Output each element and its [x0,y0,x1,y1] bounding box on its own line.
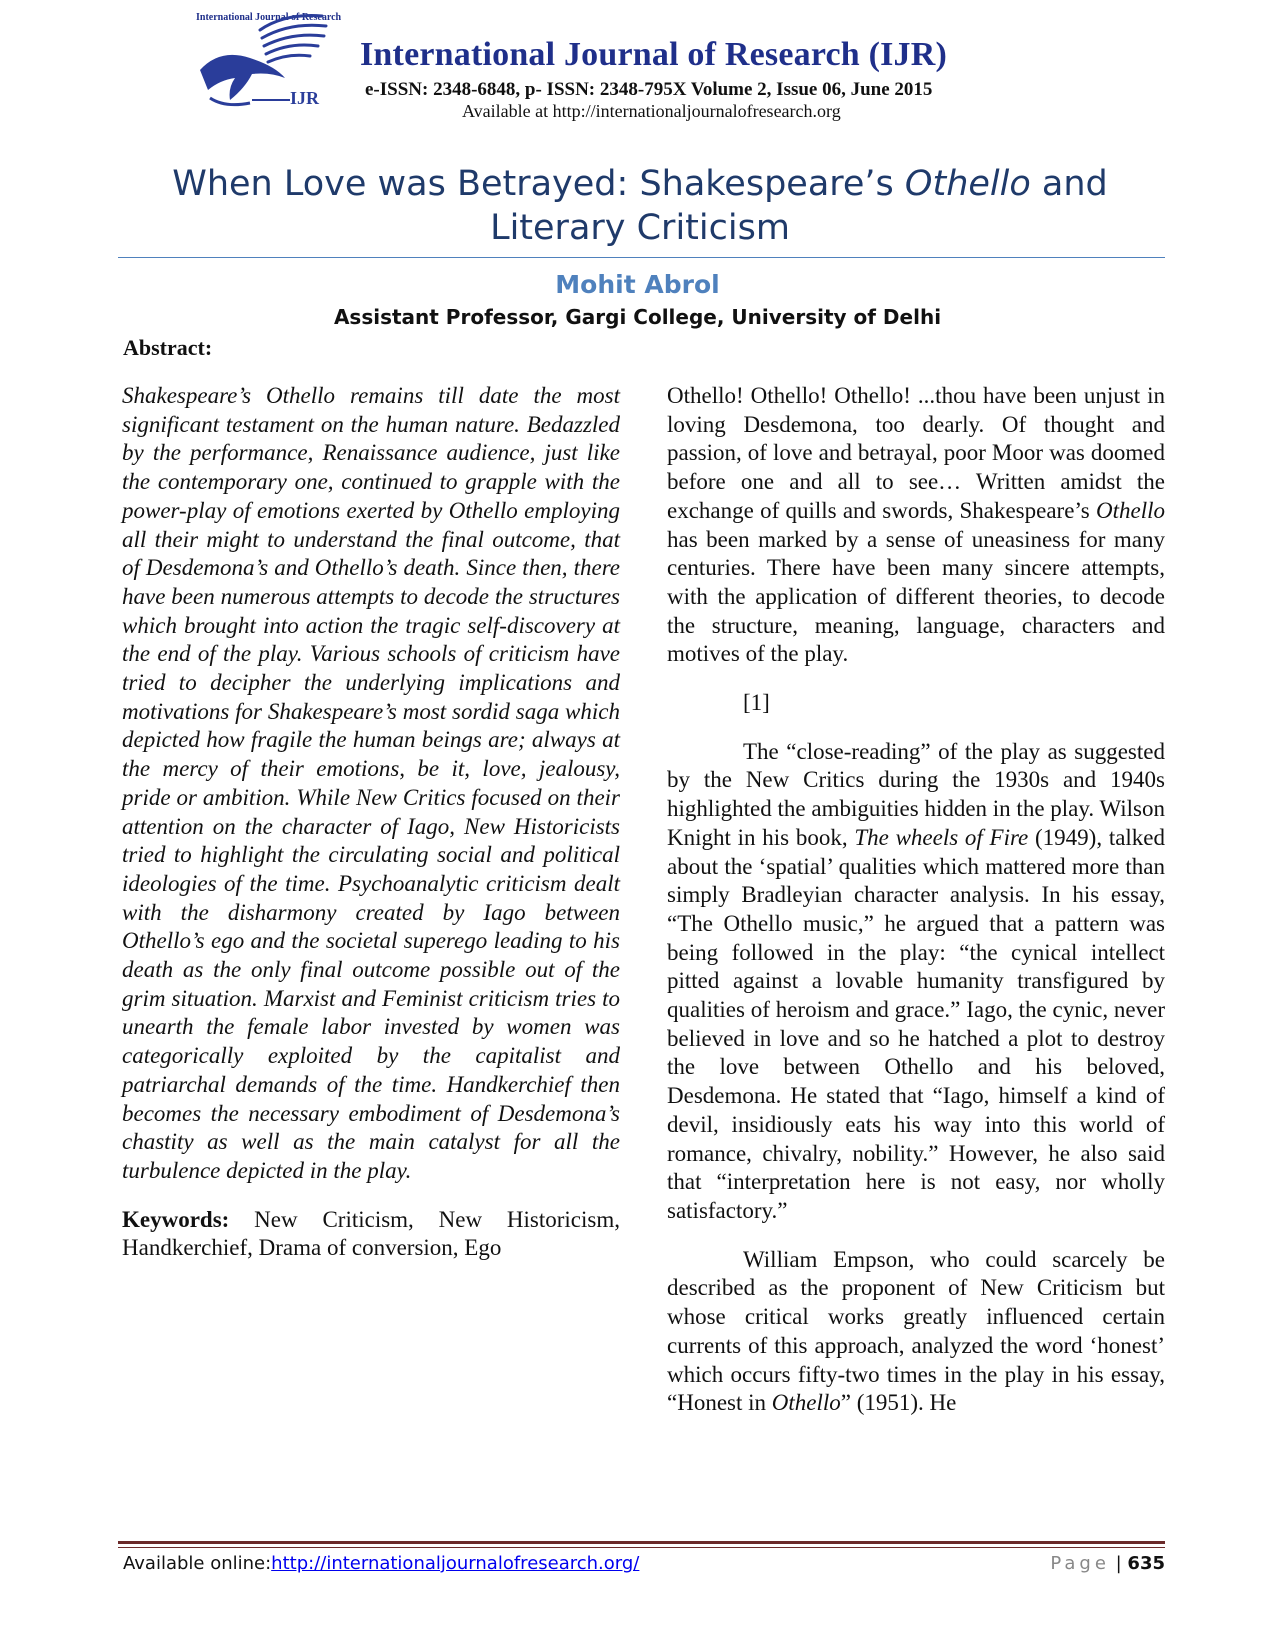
body-paragraph-2 [667,738,1165,1226]
logo-mark: IJR [290,88,320,108]
p2-italic: The wheels of Fire [854,824,1029,850]
title-rule [118,257,1165,258]
footer-available-label: Available online: [123,1553,272,1574]
available-line: Available at http://internationaljournalofresearch.org [462,101,841,121]
page-label: Page [1050,1553,1110,1574]
p1-italic: Othello [1096,497,1165,523]
author-affiliation: Assistant Professor, Gargi College, University of Delhi [333,305,942,329]
title-part1: When Love was Betrayed: Shakespeare’s [172,164,905,204]
p1-text-a: Othello! Othello! Othello! ...thou have been unjust in loving Desdemona, too dearly. Of thought and passion, of love and betrayal, poor Moor was doomed before one and all to see… Written amidst the exchange of quills and swords, Shakespeare’s [667,383,1165,523]
footer-available [123,1553,639,1574]
p3-italic: Othello [771,1390,841,1416]
paper-title [120,162,1160,250]
p3-text-b: ” (1951). He [840,1390,957,1416]
page-number: 635 [1127,1553,1165,1574]
footer-link[interactable]: http://internationaljournalofresearch.org/ [271,1553,640,1574]
keywords-label: Keywords: [122,1206,230,1232]
issn-line: e-ISSN: 2348-6848, p- ISSN: 2348-795X Volume 2, Issue 06, June 2015 [365,79,933,100]
keywords-text: New Criticism, New Historicism, Handkerchief, Drama of conversion, Ego [122,1206,620,1261]
abstract-text: Shakespeare’s Othello remains till date the most significant testament on the human nature. Bedazzled by the performance, Renaissance audience, just like the contemporary one, continued to grapple with the power-play of emotions exerted by Othello employing all their might to understand the final outcome, that of Desdemona’s and Othello’s death. Since then, there have been numerous attempts to decode the structures which brought into action the tragic self-discovery at the end of the play. Various schools of criticism have tried to decipher the underlying implications and motivations for Shakespeare’s most sordid saga which depicted how fragile the human beings are; always at the mercy of their emotions, be it, love, jealousy, pride or ambition. While New Critics focused on their attention on the character of Iago, New Historicists tried to highlight the circulating social and political ideologies of the time. Psychoanalytic criticism dealt with the disharmony created by Iago between Othello’s ego and the societal superego leading to his death as the only final outcome possible out of the grim situation. Marxist and Feminist criticism tries to unearth the female labor invested by women was categorically exploited by the capitalist and patriarchal demands of the time. Handkerchief then becomes the necessary embodiment of Desdemona’s chastity as well as the main catalyst for all the turbulence depicted in the play. [122,383,620,1183]
footer-rule [118,1541,1165,1544]
author-name: Mohit Abrol [555,270,720,299]
reference-marker: [1] [743,690,770,716]
page-separator: | [1109,1553,1128,1574]
p2-text-a: The “close-reading” of the play as suggested by the New Critics during the 1930s and 1940s highlighted the ambiguities hidden in the play. Wilson Knight in his book, [667,738,1165,850]
title-italic: Othello [904,164,1031,204]
abstract-heading: Abstract: [123,335,213,360]
p1-text-b: has been marked by a sense of uneasiness for many centuries. There have been many sincere attempts, with the application of different theories, to decode the structure, meaning, language, characters and motives of the play. [667,526,1165,667]
title-part2: and Literary Criticism [490,164,1108,248]
footer-rule-thin [118,1547,1165,1548]
right-column [667,382,1165,1418]
logo-caption: International Journal of Research [196,12,342,23]
body-paragraph-3 [667,1246,1165,1418]
left-column [122,382,620,1263]
keywords [122,1206,620,1263]
footer-page [1050,1553,1165,1574]
p3-text-a: William Empson, who could scarcely be described as the proponent of New Criticism but whose critical works greatly influenced certain currents of this approach, analyzed the word ‘honest’ which occurs fifty-two times in the play in his essay, “Honest in [667,1246,1165,1416]
p2-text-b: (1949), talked about the ‘spatial’ qualities which mattered more than simply Bradleyian character analysis. In his essay, “The Othello music,” he argued that a pattern was being followed in the play: “the cynical intellect pitted against a lovable humanity transfigured by qualities of heroism and grace.” Iago, the cynic, never believed in love and so he hatched a plot to destroy the love between Othello and his beloved, Desdemona. He stated that “Iago, himself a kind of devil, insidiously eats his way into this world of romance, chivalry, nobility.” However, he also said that “interpretation here is not easy, nor wholly satisfactory.” [667,824,1166,1223]
body-paragraph-1 [667,382,1165,669]
journal-title: International Journal of Research (IJR) [360,36,948,73]
